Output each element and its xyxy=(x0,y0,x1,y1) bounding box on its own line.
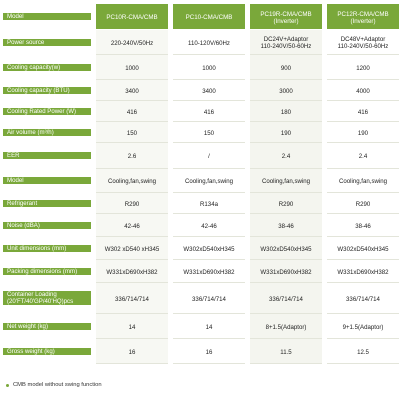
cell-value: 42-46 xyxy=(124,222,140,230)
row-label: Cooling capacity (BTU) xyxy=(3,87,91,94)
value-cell xyxy=(96,214,168,237)
value-cell xyxy=(327,143,399,169)
row-label: Unit dimensions (mm) xyxy=(3,245,91,252)
cell-value: 416 xyxy=(357,108,369,116)
cell-value: W331xD690xH382 xyxy=(260,268,312,276)
row-label-cell xyxy=(3,80,91,101)
row-label: Container Loading (20'FT/40'GP/40'HQ)pcs xyxy=(3,291,91,305)
bullet-icon xyxy=(6,384,9,387)
cell-value: 336/714/714 xyxy=(115,295,149,303)
value-cell xyxy=(173,260,245,283)
row-label-cell xyxy=(3,122,91,143)
cell-value: W302 xD540 xH345 xyxy=(104,245,160,253)
value-cell xyxy=(327,283,399,314)
value-cell xyxy=(173,30,245,55)
cell-value: DC24V+Adaptor 110-240V/50-60Hz xyxy=(260,36,312,50)
value-cell xyxy=(327,122,399,143)
spec-row xyxy=(3,237,399,260)
header-row xyxy=(3,4,399,30)
model-cell xyxy=(96,4,168,30)
cell-value: 2.4 xyxy=(358,153,368,160)
row-label-cell xyxy=(3,169,91,193)
cell-value: 4000 xyxy=(356,87,370,95)
row-label-cell xyxy=(3,101,91,122)
cell-value: 190 xyxy=(357,129,369,137)
cell-value: 38-46 xyxy=(278,222,294,230)
row-label-cell xyxy=(3,339,91,364)
cell-value: 1000 xyxy=(125,64,139,72)
value-cell xyxy=(327,30,399,55)
row-label: Noise (dBA) xyxy=(3,222,91,229)
value-cell xyxy=(173,101,245,122)
model-name: PC12R-CMA/CMB (Inverter) xyxy=(337,10,389,25)
cell-value: 12.5 xyxy=(357,348,369,356)
value-cell xyxy=(173,143,245,169)
value-cell xyxy=(96,283,168,314)
cell-value: DC48V+Adaptor 110-240V/50-60Hz xyxy=(337,36,389,50)
spec-row xyxy=(3,193,399,214)
value-cell xyxy=(173,283,245,314)
footnote xyxy=(6,382,102,388)
row-label: Power source xyxy=(3,39,91,46)
spec-table-body xyxy=(3,4,399,364)
value-cell xyxy=(250,122,322,143)
value-cell xyxy=(250,55,322,80)
cell-value: 2.6 xyxy=(127,153,137,160)
cell-value: W331xD690xH382 xyxy=(337,268,389,276)
value-cell xyxy=(327,260,399,283)
value-cell xyxy=(173,339,245,364)
spec-row xyxy=(3,143,399,169)
row-label-cell xyxy=(3,237,91,260)
cell-value: 2.4 xyxy=(281,153,291,160)
row-label: Packing dimensions (mm) xyxy=(3,268,91,275)
row-label-cell xyxy=(3,143,91,169)
model-cell xyxy=(173,4,245,30)
footnote-text: CMB model without swing function xyxy=(13,382,102,388)
spec-table xyxy=(3,4,399,364)
value-cell xyxy=(327,80,399,101)
value-cell xyxy=(96,260,168,283)
value-cell xyxy=(96,339,168,364)
cell-value: 336/714/714 xyxy=(192,295,226,303)
cell-value: 150 xyxy=(126,129,138,137)
value-cell xyxy=(173,214,245,237)
spec-row xyxy=(3,283,399,314)
row-label-cell xyxy=(3,314,91,339)
value-cell xyxy=(250,143,322,169)
value-cell xyxy=(96,237,168,260)
cell-value: 1000 xyxy=(202,64,216,72)
value-cell xyxy=(250,260,322,283)
row-label-cell xyxy=(3,193,91,214)
cell-value: 14 xyxy=(205,323,213,331)
cell-value: / xyxy=(208,153,210,160)
cell-value: 150 xyxy=(203,129,215,137)
value-cell xyxy=(173,80,245,101)
value-cell xyxy=(96,143,168,169)
cell-value: 3000 xyxy=(279,87,293,95)
cell-value: 16 xyxy=(128,348,136,356)
model-cell xyxy=(327,4,399,30)
cell-value: R290 xyxy=(278,200,294,208)
value-cell xyxy=(250,237,322,260)
cell-value: R290 xyxy=(124,200,140,208)
cell-value: 416 xyxy=(203,108,215,116)
value-cell xyxy=(250,101,322,122)
value-cell xyxy=(173,122,245,143)
value-cell xyxy=(173,169,245,193)
row-label: Net weight (kg) xyxy=(3,323,91,330)
value-cell xyxy=(96,169,168,193)
model-name: PC10R-CMA/CMB xyxy=(106,14,158,21)
cell-value: 416 xyxy=(126,108,138,116)
value-cell xyxy=(327,55,399,80)
value-cell xyxy=(250,283,322,314)
cell-value: 9+1.5(Adaptor) xyxy=(342,323,384,331)
value-cell xyxy=(173,314,245,339)
row-label: Model xyxy=(3,13,91,20)
cell-value: 16 xyxy=(205,348,213,356)
value-cell xyxy=(327,237,399,260)
cell-value: W302xD540xH345 xyxy=(183,245,235,253)
row-label-cell xyxy=(3,283,91,314)
row-label-cell xyxy=(3,30,91,55)
spec-row xyxy=(3,260,399,283)
value-cell xyxy=(327,339,399,364)
cell-value: 900 xyxy=(280,64,292,72)
value-cell xyxy=(173,193,245,214)
row-label: Cooling capacity(w) xyxy=(3,64,91,71)
value-cell xyxy=(96,193,168,214)
header-label-cell xyxy=(3,4,91,30)
value-cell xyxy=(173,55,245,80)
cell-value: W302xD540xH345 xyxy=(337,245,389,253)
value-cell xyxy=(250,169,322,193)
row-label: Gross weight (kg) xyxy=(3,348,91,355)
cell-value: 42-46 xyxy=(201,222,217,230)
cell-value: 38-46 xyxy=(355,222,371,230)
value-cell xyxy=(250,30,322,55)
value-cell xyxy=(250,339,322,364)
cell-value: Cooling,fan,swing xyxy=(338,178,388,185)
row-label: Cooling Rated Power (W) xyxy=(3,108,91,115)
cell-value: 220-240V/50Hz xyxy=(110,39,154,47)
model-cell xyxy=(250,4,322,30)
value-cell xyxy=(173,237,245,260)
value-cell xyxy=(327,193,399,214)
value-cell xyxy=(96,314,168,339)
spec-row xyxy=(3,169,399,193)
model-name: PC19R-CMA/CMB (Inverter) xyxy=(260,10,312,25)
cell-value: 190 xyxy=(280,129,292,137)
spec-row xyxy=(3,30,399,55)
value-cell xyxy=(96,122,168,143)
value-cell xyxy=(250,193,322,214)
value-cell xyxy=(96,30,168,55)
cell-value: 14 xyxy=(128,323,136,331)
row-label: Refrigerant xyxy=(3,200,91,207)
value-cell xyxy=(327,169,399,193)
cell-value: 3400 xyxy=(202,87,216,95)
spec-row xyxy=(3,55,399,80)
cell-value: Cooling,fan,swing xyxy=(107,178,157,185)
row-label-cell xyxy=(3,55,91,80)
value-cell xyxy=(327,101,399,122)
value-cell xyxy=(250,80,322,101)
model-name: PC10-CMA/CMB xyxy=(185,14,233,21)
value-cell xyxy=(250,314,322,339)
spec-row xyxy=(3,339,399,364)
row-label: Model xyxy=(3,177,91,184)
cell-value: 336/714/714 xyxy=(269,295,303,303)
cell-value: R290 xyxy=(355,200,371,208)
row-label-cell xyxy=(3,214,91,237)
cell-value: 336/714/714 xyxy=(346,295,380,303)
value-cell xyxy=(96,101,168,122)
cell-value: Cooling,fan,swing xyxy=(184,178,234,185)
cell-value: W302xD540xH345 xyxy=(260,245,312,253)
cell-value: 3400 xyxy=(125,87,139,95)
spec-row xyxy=(3,101,399,122)
row-label: EER xyxy=(3,152,91,159)
cell-value: 110-120V/60Hz xyxy=(188,39,230,47)
value-cell xyxy=(327,214,399,237)
cell-value: 11.5 xyxy=(280,348,292,356)
cell-value: R134a xyxy=(200,200,218,208)
value-cell xyxy=(250,214,322,237)
row-label-cell xyxy=(3,260,91,283)
cell-value: 8+1.5(Adaptor) xyxy=(265,323,307,331)
spec-row xyxy=(3,122,399,143)
value-cell xyxy=(327,314,399,339)
row-label: Air volume (m³/h) xyxy=(3,129,91,136)
value-cell xyxy=(96,80,168,101)
spec-row xyxy=(3,214,399,237)
spec-row xyxy=(3,80,399,101)
spec-row xyxy=(3,314,399,339)
cell-value: Cooling,fan,swing xyxy=(261,178,311,185)
cell-value: 1200 xyxy=(356,64,370,72)
cell-value: W331xD690xH382 xyxy=(106,268,158,276)
value-cell xyxy=(96,55,168,80)
cell-value: W331xD690xH382 xyxy=(183,268,235,276)
cell-value: 180 xyxy=(280,108,292,116)
